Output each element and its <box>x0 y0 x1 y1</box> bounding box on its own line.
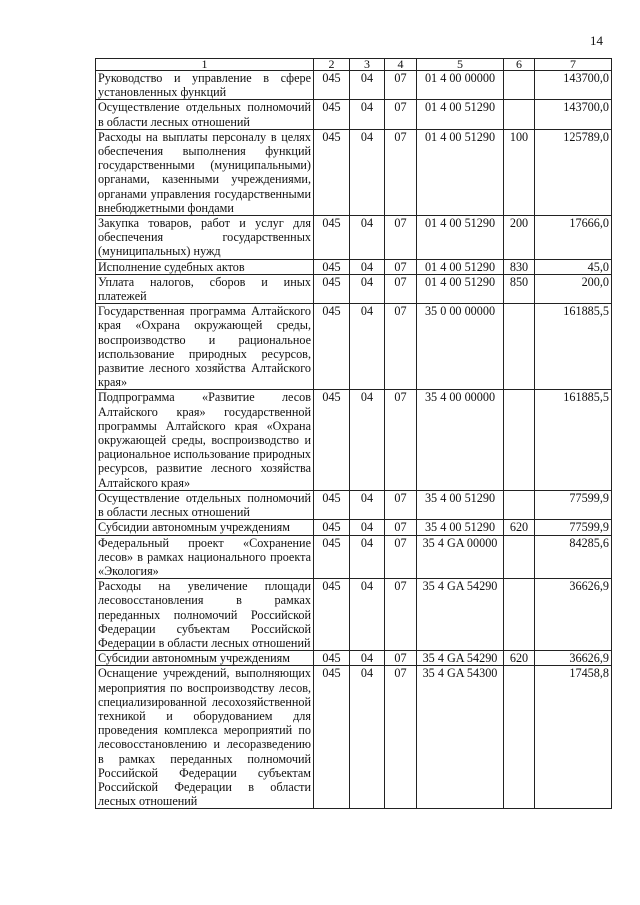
row-name: Осуществление отдельных полномочий в области лесных отношений <box>96 490 314 519</box>
table-row <box>96 520 612 535</box>
row-name: Руководство и управление в сфере установленных функций <box>96 71 314 100</box>
row-ved-code: 045 <box>314 520 350 535</box>
row-amount: 84285,6 <box>535 535 612 579</box>
row-target-code: 01 4 00 51290 <box>417 259 504 274</box>
row-name: Закупка товаров, работ и услуг для обеспечения государственных (муниципальных) нужд <box>96 216 314 260</box>
row-section-code: 04 <box>350 651 385 666</box>
row-section-code: 04 <box>350 579 385 651</box>
row-subsection-code: 07 <box>385 304 417 390</box>
row-name: Осуществление отдельных полномочий в области лесных отношений <box>96 100 314 129</box>
row-name: Расходы на выплаты персоналу в целях обеспечения выполнения функций государственными (муниципальными) органами, казенными учреждениями, органами управления государственными внебюджетными фондами <box>96 129 314 215</box>
row-expense-type-code: 850 <box>504 274 535 303</box>
row-expense-type-code <box>504 390 535 490</box>
table-row <box>96 71 612 100</box>
col-header-6: 6 <box>504 59 535 71</box>
row-target-code: 35 0 00 00000 <box>417 304 504 390</box>
table-row <box>96 216 612 260</box>
col-header-7: 7 <box>535 59 612 71</box>
row-ved-code: 045 <box>314 100 350 129</box>
row-ved-code: 045 <box>314 390 350 490</box>
row-section-code: 04 <box>350 535 385 579</box>
row-expense-type-code <box>504 304 535 390</box>
table-row <box>96 100 612 129</box>
row-name: Подпрограмма «Развитие лесов Алтайского края» государственной программы Алтайского края «Охрана окружающей среды, воспроизводство и рациональное использование природных ресурсов, развитие лесного хозяйства Алтайского края» <box>96 390 314 490</box>
row-ved-code: 045 <box>314 274 350 303</box>
col-header-1: 1 <box>96 59 314 71</box>
row-expense-type-code <box>504 666 535 809</box>
row-expense-type-code: 620 <box>504 520 535 535</box>
col-header-4: 4 <box>385 59 417 71</box>
row-name: Государственная программа Алтайского края «Охрана окружающей среды, воспроизводство и рациональное использование природных ресурсов, развитие лесного хозяйства Алтайского края» <box>96 304 314 390</box>
row-target-code: 35 4 GA 54290 <box>417 651 504 666</box>
row-section-code: 04 <box>350 666 385 809</box>
row-subsection-code: 07 <box>385 390 417 490</box>
row-target-code: 35 4 GA 54300 <box>417 666 504 809</box>
table-row <box>96 490 612 519</box>
row-amount: 143700,0 <box>535 71 612 100</box>
row-amount: 17458,8 <box>535 666 612 809</box>
row-section-code: 04 <box>350 71 385 100</box>
row-subsection-code: 07 <box>385 579 417 651</box>
row-subsection-code: 07 <box>385 216 417 260</box>
row-target-code: 01 4 00 00000 <box>417 71 504 100</box>
row-amount: 161885,5 <box>535 390 612 490</box>
row-ved-code: 045 <box>314 304 350 390</box>
row-ved-code: 045 <box>314 216 350 260</box>
row-subsection-code: 07 <box>385 490 417 519</box>
row-ved-code: 045 <box>314 71 350 100</box>
row-section-code: 04 <box>350 304 385 390</box>
row-subsection-code: 07 <box>385 651 417 666</box>
row-expense-type-code <box>504 579 535 651</box>
row-subsection-code: 07 <box>385 666 417 809</box>
table-row <box>96 390 612 490</box>
row-ved-code: 045 <box>314 666 350 809</box>
row-target-code: 01 4 00 51290 <box>417 129 504 215</box>
row-target-code: 01 4 00 51290 <box>417 100 504 129</box>
row-amount: 45,0 <box>535 259 612 274</box>
row-expense-type-code: 200 <box>504 216 535 260</box>
row-expense-type-code <box>504 71 535 100</box>
page-number: 14 <box>590 33 603 48</box>
row-section-code: 04 <box>350 216 385 260</box>
row-ved-code: 045 <box>314 490 350 519</box>
row-section-code: 04 <box>350 129 385 215</box>
table-row <box>96 666 612 809</box>
row-section-code: 04 <box>350 390 385 490</box>
row-ved-code: 045 <box>314 129 350 215</box>
row-subsection-code: 07 <box>385 71 417 100</box>
row-target-code: 35 4 00 51290 <box>417 490 504 519</box>
row-amount: 36626,9 <box>535 579 612 651</box>
row-target-code: 35 4 00 00000 <box>417 390 504 490</box>
row-section-code: 04 <box>350 274 385 303</box>
col-header-3: 3 <box>350 59 385 71</box>
row-target-code: 35 4 GA 00000 <box>417 535 504 579</box>
row-target-code: 01 4 00 51290 <box>417 274 504 303</box>
row-ved-code: 045 <box>314 579 350 651</box>
table-row <box>96 259 612 274</box>
row-name: Исполнение судебных актов <box>96 259 314 274</box>
row-ved-code: 045 <box>314 651 350 666</box>
row-ved-code: 045 <box>314 259 350 274</box>
row-section-code: 04 <box>350 100 385 129</box>
table-row <box>96 535 612 579</box>
row-ved-code: 045 <box>314 535 350 579</box>
table-row <box>96 274 612 303</box>
table-row <box>96 651 612 666</box>
row-amount: 77599,9 <box>535 520 612 535</box>
table-row <box>96 129 612 215</box>
budget-table <box>95 58 612 809</box>
col-header-2: 2 <box>314 59 350 71</box>
row-expense-type-code: 100 <box>504 129 535 215</box>
row-expense-type-code <box>504 100 535 129</box>
header-row <box>96 59 612 71</box>
row-subsection-code: 07 <box>385 129 417 215</box>
row-expense-type-code: 830 <box>504 259 535 274</box>
row-amount: 36626,9 <box>535 651 612 666</box>
row-subsection-code: 07 <box>385 100 417 129</box>
row-amount: 200,0 <box>535 274 612 303</box>
row-name: Расходы на увеличение площади лесовосстановления в рамках переданных полномочий Российской Федерации субъектам Российской Федерации в области лесных отношений <box>96 579 314 651</box>
row-name: Уплата налогов, сборов и иных платежей <box>96 274 314 303</box>
row-amount: 143700,0 <box>535 100 612 129</box>
row-amount: 125789,0 <box>535 129 612 215</box>
row-target-code: 35 4 GA 54290 <box>417 579 504 651</box>
row-section-code: 04 <box>350 259 385 274</box>
row-name: Федеральный проект «Сохранение лесов» в рамках национального проекта «Экология» <box>96 535 314 579</box>
col-header-5: 5 <box>417 59 504 71</box>
row-amount: 17666,0 <box>535 216 612 260</box>
table-row <box>96 579 612 651</box>
row-subsection-code: 07 <box>385 259 417 274</box>
row-section-code: 04 <box>350 490 385 519</box>
row-subsection-code: 07 <box>385 520 417 535</box>
row-amount: 77599,9 <box>535 490 612 519</box>
row-subsection-code: 07 <box>385 274 417 303</box>
row-expense-type-code: 620 <box>504 651 535 666</box>
row-amount: 161885,5 <box>535 304 612 390</box>
row-section-code: 04 <box>350 520 385 535</box>
row-name: Субсидии автономным учреждениям <box>96 520 314 535</box>
row-target-code: 35 4 00 51290 <box>417 520 504 535</box>
row-expense-type-code <box>504 490 535 519</box>
row-subsection-code: 07 <box>385 535 417 579</box>
table-row <box>96 304 612 390</box>
row-name: Субсидии автономным учреждениям <box>96 651 314 666</box>
row-target-code: 01 4 00 51290 <box>417 216 504 260</box>
row-expense-type-code <box>504 535 535 579</box>
row-name: Оснащение учреждений, выполняющих мероприятия по воспроизводству лесов, специализированной лесохозяйственной техникой и оборудованием для проведения комплекса мероприятий по лесовосстановлению и лесоразведению в рамках переданных полномочий Российской Федерации субъектам Российской Федерации в области лесных отношений <box>96 666 314 809</box>
